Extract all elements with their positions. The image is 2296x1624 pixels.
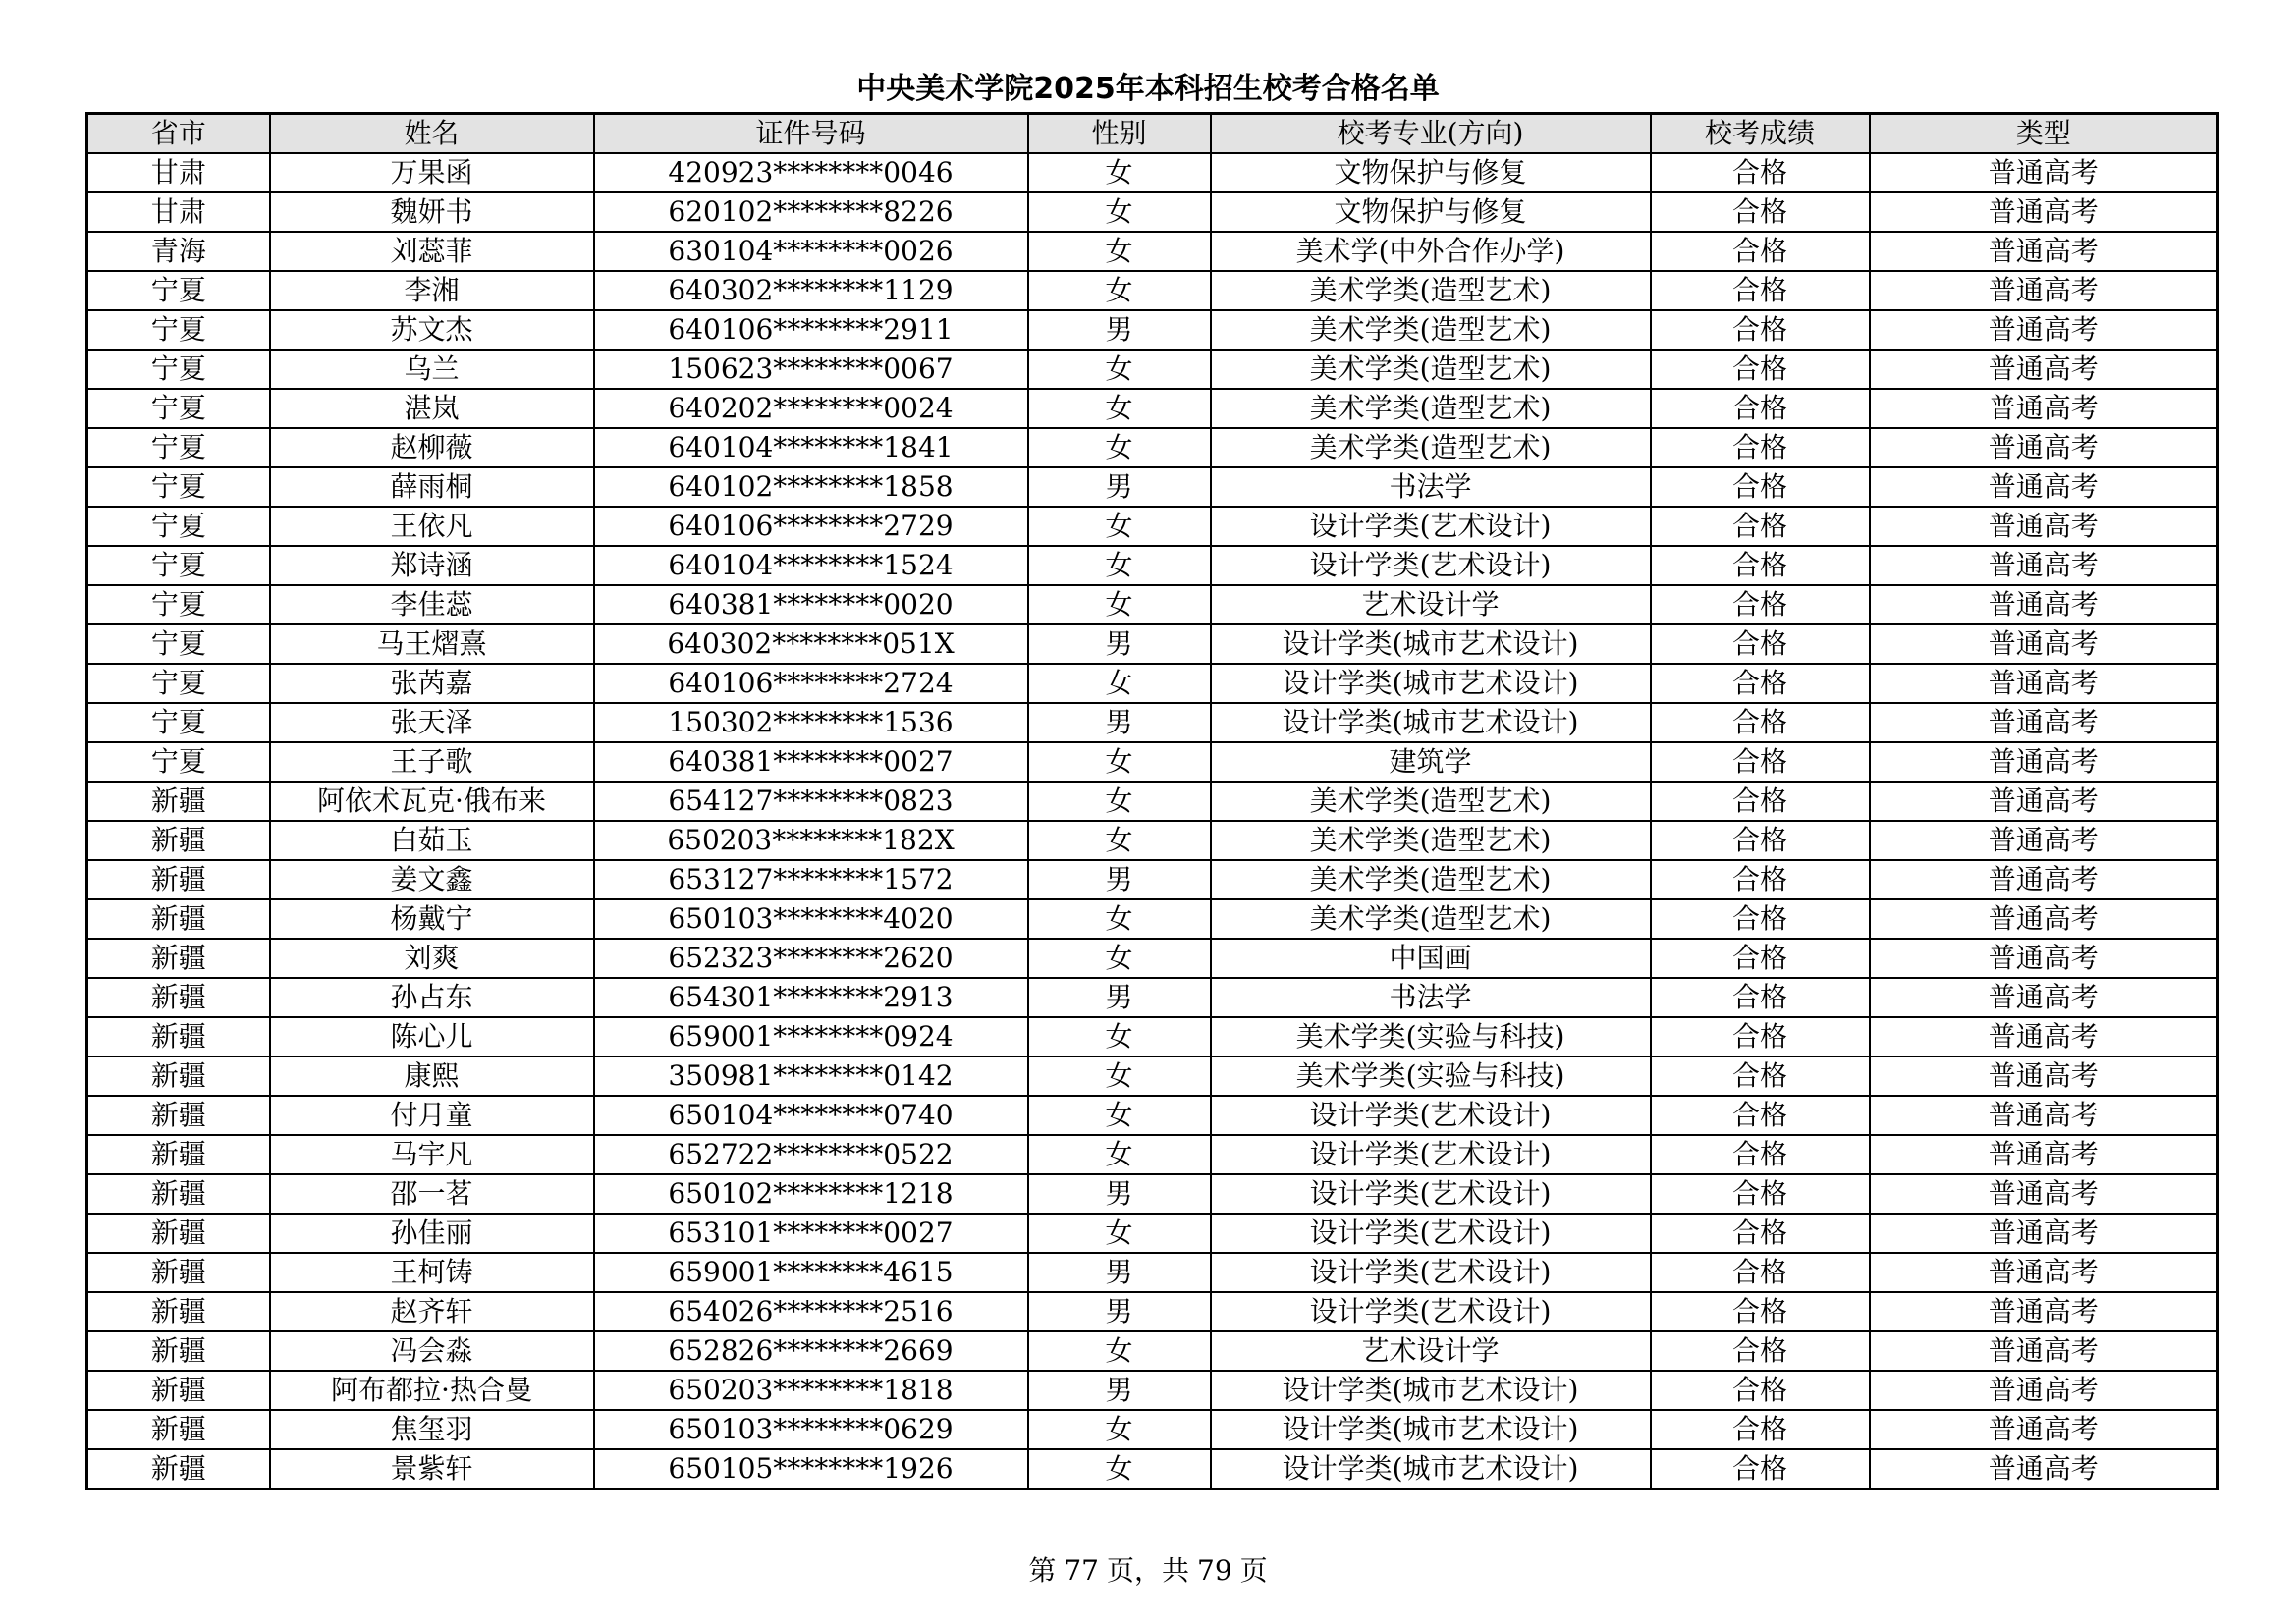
table-row xyxy=(87,585,2218,624)
cell-id-number: 652323********2620 xyxy=(594,939,1028,978)
cell-gender: 男 xyxy=(1028,1253,1211,1292)
cell-name: 王柯铸 xyxy=(270,1253,594,1292)
table-row xyxy=(87,428,2218,467)
cell-result: 合格 xyxy=(1651,703,1870,742)
cell-id-number: 652722********0522 xyxy=(594,1135,1028,1174)
cell-type: 普通高考 xyxy=(1870,1253,2218,1292)
current-page-number: 77 xyxy=(1064,1554,1099,1587)
table-row xyxy=(87,782,2218,821)
cell-type: 普通高考 xyxy=(1870,860,2218,899)
cell-province: 甘肃 xyxy=(87,153,270,192)
table-row xyxy=(87,1253,2218,1292)
cell-type: 普通高考 xyxy=(1870,428,2218,467)
cell-name: 马王熠熹 xyxy=(270,624,594,664)
cell-major: 设计学类(城市艺术设计) xyxy=(1211,664,1651,703)
cell-id-number: 350981********0142 xyxy=(594,1056,1028,1096)
cell-type: 普通高考 xyxy=(1870,271,2218,310)
table-row xyxy=(87,664,2218,703)
cell-id-number: 640104********1841 xyxy=(594,428,1028,467)
cell-major: 艺术设计学 xyxy=(1211,1331,1651,1371)
document-title: 中央美术学院2025年本科招生校考合格名单 xyxy=(856,72,1440,106)
cell-province: 新疆 xyxy=(87,1253,270,1292)
cell-id-number: 650103********4020 xyxy=(594,899,1028,939)
cell-name: 孙佳丽 xyxy=(270,1214,594,1253)
cell-gender: 女 xyxy=(1028,1056,1211,1096)
cell-result: 合格 xyxy=(1651,585,1870,624)
cell-province: 新疆 xyxy=(87,1174,270,1214)
cell-result: 合格 xyxy=(1651,467,1870,507)
cell-gender: 女 xyxy=(1028,821,1211,860)
cell-id-number: 650102********1218 xyxy=(594,1174,1028,1214)
cell-id-number: 150623********0067 xyxy=(594,350,1028,389)
cell-major: 设计学类(艺术设计) xyxy=(1211,1096,1651,1135)
cell-gender: 女 xyxy=(1028,271,1211,310)
cell-result: 合格 xyxy=(1651,664,1870,703)
cell-name: 万果函 xyxy=(270,153,594,192)
cell-name: 乌兰 xyxy=(270,350,594,389)
cell-province: 新疆 xyxy=(87,1331,270,1371)
cell-name: 马宇凡 xyxy=(270,1135,594,1174)
cell-name: 邵一茗 xyxy=(270,1174,594,1214)
cell-gender: 女 xyxy=(1028,192,1211,232)
cell-province: 宁夏 xyxy=(87,585,270,624)
table-row xyxy=(87,624,2218,664)
cell-name: 杨戴宁 xyxy=(270,899,594,939)
cell-gender: 男 xyxy=(1028,703,1211,742)
cell-id-number: 659001********0924 xyxy=(594,1017,1028,1056)
cell-type: 普通高考 xyxy=(1870,742,2218,782)
cell-type: 普通高考 xyxy=(1870,899,2218,939)
cell-result: 合格 xyxy=(1651,1410,1870,1449)
cell-type: 普通高考 xyxy=(1870,232,2218,271)
cell-name: 李湘 xyxy=(270,271,594,310)
cell-province: 新疆 xyxy=(87,1292,270,1331)
cell-result: 合格 xyxy=(1651,1331,1870,1371)
page-footer xyxy=(0,1551,2296,1591)
cell-type: 普通高考 xyxy=(1870,153,2218,192)
table-row xyxy=(87,821,2218,860)
cell-major: 设计学类(城市艺术设计) xyxy=(1211,624,1651,664)
cell-province: 甘肃 xyxy=(87,192,270,232)
cell-id-number: 653101********0027 xyxy=(594,1214,1028,1253)
cell-gender: 女 xyxy=(1028,389,1211,428)
cell-major: 设计学类(城市艺术设计) xyxy=(1211,703,1651,742)
column-header-type: 类型 xyxy=(1870,114,2218,154)
cell-gender: 女 xyxy=(1028,428,1211,467)
cell-result: 合格 xyxy=(1651,1056,1870,1096)
cell-name: 康熙 xyxy=(270,1056,594,1096)
table-row xyxy=(87,742,2218,782)
cell-result: 合格 xyxy=(1651,742,1870,782)
cell-gender: 女 xyxy=(1028,1410,1211,1449)
cell-major: 美术学类(造型艺术) xyxy=(1211,271,1651,310)
table-row xyxy=(87,939,2218,978)
cell-gender: 男 xyxy=(1028,1174,1211,1214)
cell-result: 合格 xyxy=(1651,1371,1870,1410)
cell-major: 美术学类(造型艺术) xyxy=(1211,350,1651,389)
cell-type: 普通高考 xyxy=(1870,703,2218,742)
cell-result: 合格 xyxy=(1651,624,1870,664)
cell-major: 设计学类(艺术设计) xyxy=(1211,546,1651,585)
cell-id-number: 654127********0823 xyxy=(594,782,1028,821)
cell-gender: 女 xyxy=(1028,1449,1211,1489)
cell-gender: 女 xyxy=(1028,1096,1211,1135)
table-row xyxy=(87,1017,2218,1056)
cell-id-number: 650103********0629 xyxy=(594,1410,1028,1449)
cell-name: 刘蕊菲 xyxy=(270,232,594,271)
cell-name: 阿依术瓦克·俄布来 xyxy=(270,782,594,821)
cell-gender: 女 xyxy=(1028,507,1211,546)
cell-major: 设计学类(艺术设计) xyxy=(1211,1174,1651,1214)
cell-major: 建筑学 xyxy=(1211,742,1651,782)
table-row xyxy=(87,703,2218,742)
cell-province: 宁夏 xyxy=(87,742,270,782)
table-row xyxy=(87,389,2218,428)
cell-name: 王子歌 xyxy=(270,742,594,782)
cell-name: 付月童 xyxy=(270,1096,594,1135)
column-header-province: 省市 xyxy=(87,114,270,154)
cell-major: 美术学(中外合作办学) xyxy=(1211,232,1651,271)
cell-province: 宁夏 xyxy=(87,467,270,507)
cell-id-number: 420923********0046 xyxy=(594,153,1028,192)
cell-major: 美术学类(造型艺术) xyxy=(1211,782,1651,821)
table-row xyxy=(87,1214,2218,1253)
cell-name: 王依凡 xyxy=(270,507,594,546)
cell-gender: 女 xyxy=(1028,585,1211,624)
column-header-id-number: 证件号码 xyxy=(594,114,1028,154)
cell-province: 新疆 xyxy=(87,821,270,860)
table-row xyxy=(87,232,2218,271)
cell-id-number: 640302********1129 xyxy=(594,271,1028,310)
table-row xyxy=(87,1174,2218,1214)
cell-result: 合格 xyxy=(1651,232,1870,271)
cell-gender: 女 xyxy=(1028,1331,1211,1371)
cell-gender: 男 xyxy=(1028,1371,1211,1410)
cell-result: 合格 xyxy=(1651,389,1870,428)
cell-result: 合格 xyxy=(1651,782,1870,821)
cell-major: 设计学类(艺术设计) xyxy=(1211,1214,1651,1253)
cell-id-number: 640102********1858 xyxy=(594,467,1028,507)
cell-gender: 女 xyxy=(1028,1214,1211,1253)
cell-type: 普通高考 xyxy=(1870,1056,2218,1096)
cell-result: 合格 xyxy=(1651,507,1870,546)
cell-type: 普通高考 xyxy=(1870,1410,2218,1449)
cell-type: 普通高考 xyxy=(1870,350,2218,389)
cell-major: 设计学类(艺术设计) xyxy=(1211,1135,1651,1174)
cell-type: 普通高考 xyxy=(1870,1331,2218,1371)
table-row xyxy=(87,271,2218,310)
cell-province: 宁夏 xyxy=(87,546,270,585)
cell-result: 合格 xyxy=(1651,1292,1870,1331)
cell-type: 普通高考 xyxy=(1870,585,2218,624)
cell-gender: 女 xyxy=(1028,899,1211,939)
cell-id-number: 659001********4615 xyxy=(594,1253,1028,1292)
column-header-major: 校考专业(方向) xyxy=(1211,114,1651,154)
cell-result: 合格 xyxy=(1651,192,1870,232)
cell-type: 普通高考 xyxy=(1870,467,2218,507)
table-row xyxy=(87,153,2218,192)
cell-name: 李佳蕊 xyxy=(270,585,594,624)
cell-id-number: 654026********2516 xyxy=(594,1292,1028,1331)
table-row xyxy=(87,1371,2218,1410)
cell-gender: 女 xyxy=(1028,782,1211,821)
cell-type: 普通高考 xyxy=(1870,1135,2218,1174)
cell-id-number: 640106********2724 xyxy=(594,664,1028,703)
cell-id-number: 640104********1524 xyxy=(594,546,1028,585)
table-row xyxy=(87,1135,2218,1174)
cell-major: 中国画 xyxy=(1211,939,1651,978)
cell-name: 湛岚 xyxy=(270,389,594,428)
cell-gender: 女 xyxy=(1028,350,1211,389)
cell-gender: 男 xyxy=(1028,310,1211,350)
cell-result: 合格 xyxy=(1651,1135,1870,1174)
cell-type: 普通高考 xyxy=(1870,1449,2218,1489)
cell-type: 普通高考 xyxy=(1870,939,2218,978)
cell-province: 宁夏 xyxy=(87,428,270,467)
cell-gender: 男 xyxy=(1028,978,1211,1017)
cell-result: 合格 xyxy=(1651,153,1870,192)
cell-type: 普通高考 xyxy=(1870,1174,2218,1214)
table-row xyxy=(87,350,2218,389)
cell-name: 魏妍书 xyxy=(270,192,594,232)
table-row xyxy=(87,467,2218,507)
cell-province: 宁夏 xyxy=(87,271,270,310)
cell-major: 书法学 xyxy=(1211,978,1651,1017)
cell-name: 薛雨桐 xyxy=(270,467,594,507)
page-middle-text: 页，共 xyxy=(1106,1554,1189,1587)
cell-result: 合格 xyxy=(1651,350,1870,389)
table-row xyxy=(87,507,2218,546)
cell-gender: 男 xyxy=(1028,624,1211,664)
cell-major: 美术学类(实验与科技) xyxy=(1211,1017,1651,1056)
cell-id-number: 653127********1572 xyxy=(594,860,1028,899)
cell-id-number: 650203********182X xyxy=(594,821,1028,860)
cell-province: 新疆 xyxy=(87,1449,270,1489)
cell-gender: 男 xyxy=(1028,467,1211,507)
cell-result: 合格 xyxy=(1651,546,1870,585)
cell-name: 赵柳薇 xyxy=(270,428,594,467)
cell-gender: 男 xyxy=(1028,1292,1211,1331)
cell-result: 合格 xyxy=(1651,1174,1870,1214)
cell-result: 合格 xyxy=(1651,1017,1870,1056)
cell-id-number: 640202********0024 xyxy=(594,389,1028,428)
cell-major: 艺术设计学 xyxy=(1211,585,1651,624)
cell-name: 阿布都拉·热合曼 xyxy=(270,1371,594,1410)
page-suffix: 页 xyxy=(1239,1554,1268,1587)
cell-gender: 女 xyxy=(1028,1135,1211,1174)
cell-province: 新疆 xyxy=(87,860,270,899)
cell-province: 宁夏 xyxy=(87,350,270,389)
cell-province: 宁夏 xyxy=(87,310,270,350)
cell-province: 新疆 xyxy=(87,1135,270,1174)
cell-gender: 女 xyxy=(1028,939,1211,978)
cell-major: 文物保护与修复 xyxy=(1211,192,1651,232)
cell-name: 姜文鑫 xyxy=(270,860,594,899)
table-row xyxy=(87,1096,2218,1135)
qualified-list-table xyxy=(85,112,2219,1490)
cell-gender: 男 xyxy=(1028,860,1211,899)
cell-major: 美术学类(造型艺术) xyxy=(1211,860,1651,899)
cell-province: 新疆 xyxy=(87,1371,270,1410)
cell-province: 新疆 xyxy=(87,1056,270,1096)
cell-gender: 女 xyxy=(1028,546,1211,585)
cell-province: 新疆 xyxy=(87,978,270,1017)
cell-major: 设计学类(城市艺术设计) xyxy=(1211,1371,1651,1410)
cell-name: 陈心儿 xyxy=(270,1017,594,1056)
column-header-result: 校考成绩 xyxy=(1651,114,1870,154)
column-header-name: 姓名 xyxy=(270,114,594,154)
cell-gender: 女 xyxy=(1028,664,1211,703)
cell-result: 合格 xyxy=(1651,939,1870,978)
cell-result: 合格 xyxy=(1651,899,1870,939)
cell-gender: 女 xyxy=(1028,1017,1211,1056)
cell-gender: 女 xyxy=(1028,153,1211,192)
cell-result: 合格 xyxy=(1651,1214,1870,1253)
cell-id-number: 150302********1536 xyxy=(594,703,1028,742)
table-body xyxy=(87,153,2218,1489)
cell-id-number: 650203********1818 xyxy=(594,1371,1028,1410)
cell-major: 美术学类(造型艺术) xyxy=(1211,821,1651,860)
cell-province: 新疆 xyxy=(87,1096,270,1135)
cell-id-number: 652826********2669 xyxy=(594,1331,1028,1371)
cell-type: 普通高考 xyxy=(1870,664,2218,703)
cell-type: 普通高考 xyxy=(1870,624,2218,664)
cell-id-number: 640106********2911 xyxy=(594,310,1028,350)
cell-name: 刘爽 xyxy=(270,939,594,978)
table-row xyxy=(87,1449,2218,1489)
cell-name: 焦玺羽 xyxy=(270,1410,594,1449)
cell-name: 白茹玉 xyxy=(270,821,594,860)
table-row xyxy=(87,1410,2218,1449)
cell-type: 普通高考 xyxy=(1870,821,2218,860)
table-row xyxy=(87,978,2218,1017)
cell-major: 书法学 xyxy=(1211,467,1651,507)
cell-id-number: 640381********0020 xyxy=(594,585,1028,624)
cell-province: 宁夏 xyxy=(87,703,270,742)
cell-gender: 女 xyxy=(1028,232,1211,271)
cell-type: 普通高考 xyxy=(1870,546,2218,585)
table-row xyxy=(87,192,2218,232)
cell-gender: 女 xyxy=(1028,742,1211,782)
cell-name: 张天泽 xyxy=(270,703,594,742)
cell-type: 普通高考 xyxy=(1870,978,2218,1017)
cell-result: 合格 xyxy=(1651,860,1870,899)
cell-name: 孙占东 xyxy=(270,978,594,1017)
cell-id-number: 640381********0027 xyxy=(594,742,1028,782)
table-row xyxy=(87,860,2218,899)
cell-name: 郑诗涵 xyxy=(270,546,594,585)
cell-type: 普通高考 xyxy=(1870,389,2218,428)
cell-name: 苏文杰 xyxy=(270,310,594,350)
cell-province: 宁夏 xyxy=(87,507,270,546)
cell-id-number: 620102********8226 xyxy=(594,192,1028,232)
cell-type: 普通高考 xyxy=(1870,507,2218,546)
cell-name: 赵齐轩 xyxy=(270,1292,594,1331)
cell-id-number: 650105********1926 xyxy=(594,1449,1028,1489)
cell-type: 普通高考 xyxy=(1870,1214,2218,1253)
cell-province: 宁夏 xyxy=(87,624,270,664)
cell-type: 普通高考 xyxy=(1870,192,2218,232)
cell-major: 美术学类(造型艺术) xyxy=(1211,899,1651,939)
cell-province: 宁夏 xyxy=(87,389,270,428)
page-prefix: 第 xyxy=(1028,1554,1057,1587)
table-row xyxy=(87,1292,2218,1331)
total-page-number: 79 xyxy=(1197,1554,1232,1587)
cell-result: 合格 xyxy=(1651,1096,1870,1135)
cell-id-number: 630104********0026 xyxy=(594,232,1028,271)
cell-result: 合格 xyxy=(1651,978,1870,1017)
table-row xyxy=(87,546,2218,585)
cell-major: 美术学类(造型艺术) xyxy=(1211,428,1651,467)
cell-major: 美术学类(实验与科技) xyxy=(1211,1056,1651,1096)
cell-major: 设计学类(城市艺术设计) xyxy=(1211,1449,1651,1489)
cell-province: 新疆 xyxy=(87,899,270,939)
column-header-gender: 性别 xyxy=(1028,114,1211,154)
table-row xyxy=(87,310,2218,350)
cell-result: 合格 xyxy=(1651,271,1870,310)
table-row xyxy=(87,1331,2218,1371)
cell-id-number: 640302********051X xyxy=(594,624,1028,664)
table-header-row xyxy=(87,114,2218,154)
cell-province: 新疆 xyxy=(87,1410,270,1449)
cell-province: 青海 xyxy=(87,232,270,271)
cell-province: 宁夏 xyxy=(87,664,270,703)
cell-type: 普通高考 xyxy=(1870,310,2218,350)
cell-type: 普通高考 xyxy=(1870,782,2218,821)
cell-result: 合格 xyxy=(1651,310,1870,350)
cell-id-number: 640106********2729 xyxy=(594,507,1028,546)
cell-province: 新疆 xyxy=(87,939,270,978)
table-row xyxy=(87,1056,2218,1096)
cell-type: 普通高考 xyxy=(1870,1292,2218,1331)
cell-id-number: 654301********2913 xyxy=(594,978,1028,1017)
cell-type: 普通高考 xyxy=(1870,1017,2218,1056)
cell-major: 设计学类(城市艺术设计) xyxy=(1211,1410,1651,1449)
cell-major: 设计学类(艺术设计) xyxy=(1211,1292,1651,1331)
cell-major: 美术学类(造型艺术) xyxy=(1211,310,1651,350)
cell-result: 合格 xyxy=(1651,821,1870,860)
cell-province: 新疆 xyxy=(87,782,270,821)
cell-type: 普通高考 xyxy=(1870,1096,2218,1135)
cell-result: 合格 xyxy=(1651,428,1870,467)
cell-name: 景紫轩 xyxy=(270,1449,594,1489)
cell-name: 张芮嘉 xyxy=(270,664,594,703)
cell-major: 设计学类(艺术设计) xyxy=(1211,1253,1651,1292)
cell-name: 冯会淼 xyxy=(270,1331,594,1371)
cell-province: 新疆 xyxy=(87,1017,270,1056)
table-row xyxy=(87,899,2218,939)
cell-major: 设计学类(艺术设计) xyxy=(1211,507,1651,546)
cell-major: 美术学类(造型艺术) xyxy=(1211,389,1651,428)
cell-major: 文物保护与修复 xyxy=(1211,153,1651,192)
cell-province: 新疆 xyxy=(87,1214,270,1253)
cell-result: 合格 xyxy=(1651,1449,1870,1489)
cell-type: 普通高考 xyxy=(1870,1371,2218,1410)
cell-id-number: 650104********0740 xyxy=(594,1096,1028,1135)
cell-result: 合格 xyxy=(1651,1253,1870,1292)
